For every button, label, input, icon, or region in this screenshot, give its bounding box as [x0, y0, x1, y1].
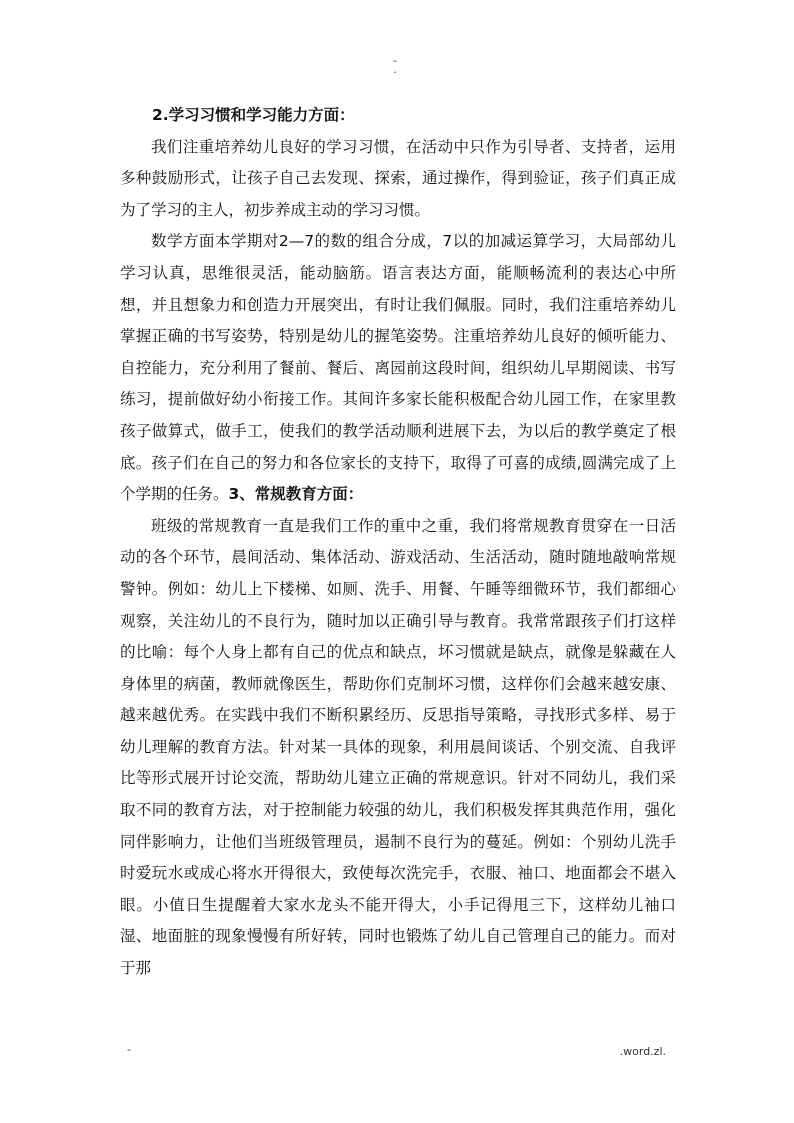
footer-watermark: .word.zl. [619, 1045, 666, 1058]
paragraph-text: 数学方面本学期对2—7的数的组合分成，7以的加减运算学习，大局部幼儿学习认真，思维很灵活，能动脑筋。语言表达方面，能顺畅流利的表达心中所想，并且想象力和创造力开展突出，有时让我们佩服。同时，我们注重培养幼儿掌握正确的书写姿势，特别是幼儿的握笔姿势。注重培养幼儿良好的倾听能力、自控能力，充分利用了餐前、餐后、离园前这段时间，组织幼儿早期阅读、书写练习，提前做好幼小衔接工作。其间许多家长能积极配合幼儿园工作，在家里教孩子做算式，做手工，使我们的教学活动顺利进展下去，为以后的教学奠定了根底。孩子们在自己的努力和各位家长的支持下，取得了可喜的成绩,圆满完成了上个学期的任务。 [120, 232, 676, 504]
header-mark: - . [393, 54, 397, 76]
paragraph [120, 226, 676, 510]
section-heading: 3、常规教育方面： [228, 485, 364, 504]
paragraph: 班级的常规教育一直是我们工作的重中之重，我们将常规教育贯穿在一日活动的各个环节，晨间活动、集体活动、游戏活动、生活活动，随时随地敲响常规警钟。例如：幼儿上下楼梯、如厕、洗手、用餐、午睡等细微环节，我们都细心观察，关注幼儿的不良行为，随时加以正确引导与教育。我常常跟孩子们打这样的比喻：每个人身上都有自己的优点和缺点，坏习惯就是缺点，就像是躲藏在人身体里的病菌，教师就像医生，帮助你们克制坏习惯，这样你们会越来越安康、越来越优秀。在实践中我们不断积累经历、反思指导策略，寻找形式多样、易于幼儿理解的教育方法。针对某一具体的现象，利用晨间谈话、个别交流、自我评比等形式展开讨论交流，帮助幼儿建立正确的常规意识。针对不同幼儿，我们采取不同的教育方法，对于控制能力较强的幼儿，我们积极发挥其典范作用，强化同伴影响力，让他们当班级管理员，遏制不良行为的蔓延。例如：个别幼儿洗手时爱玩水或成心将水开得很大，致使每次洗完手，衣服、袖口、地面都会不堪入眼。小值日生提醒着大家水龙头不能开得大，小手记得甩三下，这样幼儿袖口湿、地面脏的现象慢慢有所好转，同时也锻炼了幼儿自己管理自己的能力。而对于那 [120, 516, 676, 978]
paragraph: 我们注重培养幼儿良好的学习习惯，在活动中只作为引导者、支持者，运用多种鼓励形式，让孩子自己去发现、探索，通过操作，得到验证，孩子们真正成为了学习的主人，初步养成主动的学习习惯。 [120, 137, 676, 219]
footer-left-mark: - [127, 1043, 131, 1056]
document-body [120, 100, 676, 985]
section-heading: 2.学习习惯和学习能力方面： [152, 106, 355, 124]
